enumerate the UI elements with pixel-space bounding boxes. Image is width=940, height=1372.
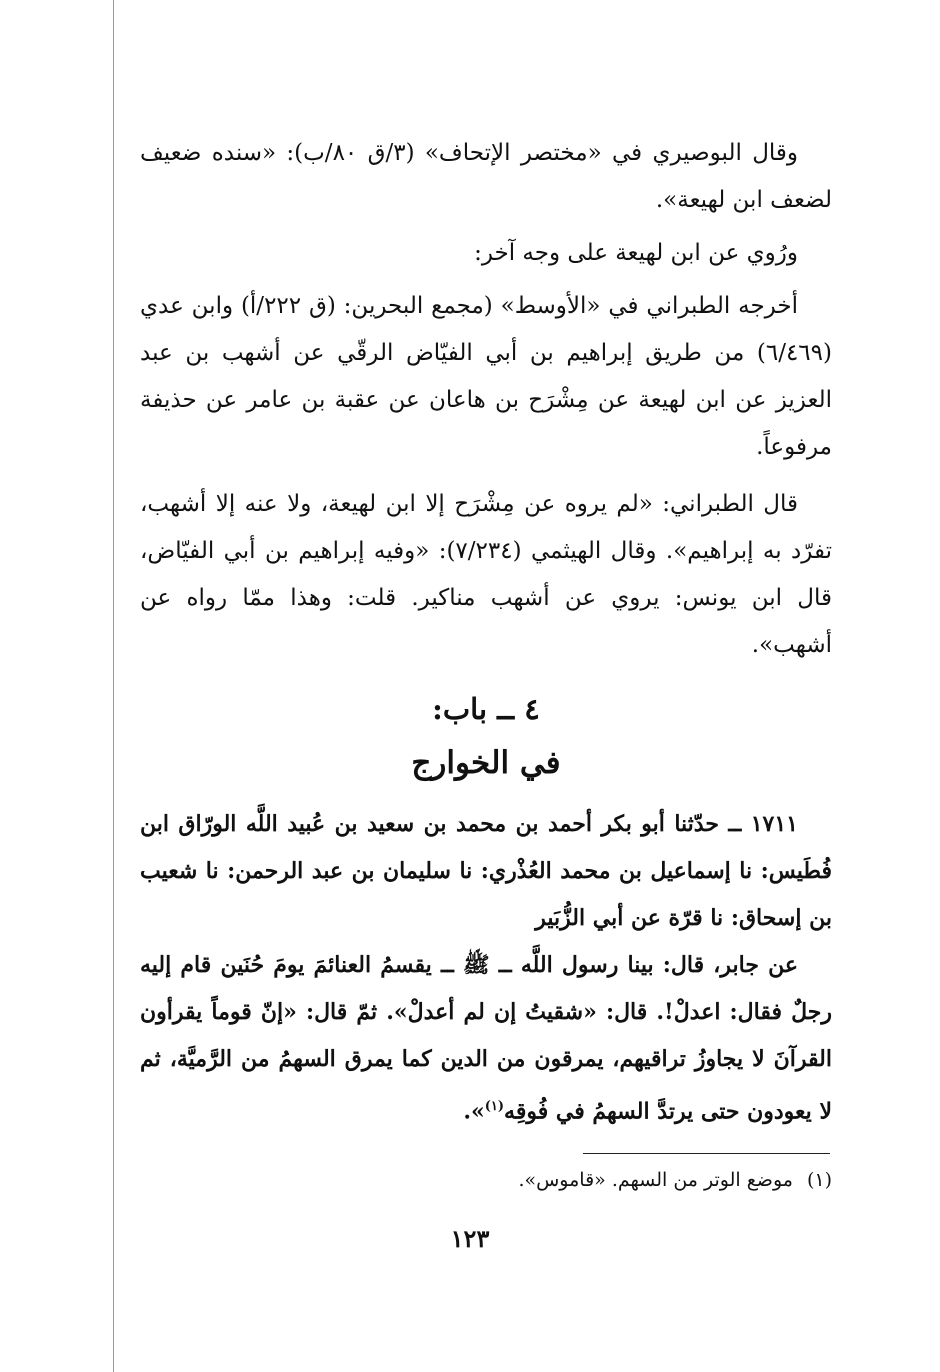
page-number: ١٢٣ (450, 1224, 490, 1253)
page-binding-line (113, 0, 114, 1372)
footnote-divider (583, 1153, 830, 1154)
chapter-heading: ٤ ــ باب: (432, 692, 540, 726)
paragraph-busiri: وقال البوصيري في «مختصر الإتحاف» (٣/ق ٨٠/ب): «سنده ضعيف لضعف ابن لهيعة». (140, 140, 832, 213)
footnote (140, 1165, 832, 1195)
footnote-reference[interactable]: (١) (484, 1099, 505, 1114)
hadith-matn-end: ». (463, 1098, 485, 1125)
paragraph-takhrij: أخرجه الطبراني في «الأوسط» (مجمع البحرين: (ق ٢٢٢/أ) وابن عدي (٦/٤٦٩) من طريق إبراهيم بن أبي الفيّاض الرقّي عن أشهب بن عبد العزيز عن ابن لهيعة عن مِشْرَح بن هاعان عن عقبة بن عامر عن حذيفة مرفوعاً. (140, 293, 832, 460)
hadith-matn (140, 942, 832, 1135)
hadith-isnad: ١٧١١ ــ حدّثنا أبو بكر أحمد بن محمد بن سعيد بن عُبيد اللَّه الورّاق ابن فُطَيس: نا إسماعيل بن محمد العُذْري: نا سليمان بن عبد الرحمن: نا شعيب بن إسحاق: نا قرّة عن أبي الزُّبَير (140, 811, 832, 931)
footnote-number: (١) (806, 1169, 832, 1191)
paragraph-tabarani-haythami: قال الطبراني: «لم يروه عن مِشْرَح إلا ابن لهيعة، ولا عنه إلا أشهب، تفرّد به إبراهيم». وقال الهيثمي (٧/٢٣٤): «وفيه إبراهيم بن أبي الفيّاض، قال ابن يونس: يروي عن أشهب مناكير. قلت: وهذا ممّا رواه عن أشهب». (140, 491, 832, 658)
footnote-text: موضع الوتر من السهم. «قاموس». (518, 1169, 793, 1191)
hadith-matn-text: عن جابر، قال: بينا رسول اللَّه ــ ﷺ ــ يقسمُ العنائمَ يومَ حُنَين قام إليه رجلٌ فقال: اعدلْ!. قال: «شقيتُ إن لم أعدلْ». ثمّ قال: «إنّ قوماً يقرأون القرآنَ لا يجاوزُ تراقيهم، يمرقون من الدين كما يمرق السهمُ من الرَّميَّة، ثم لا يعودون حتى يرتدَّ السهمُ في فُوقِه (140, 952, 832, 1125)
paragraph-other-route: ورُوي عن ابن لهيعة على وجه آخر: (474, 240, 798, 266)
chapter-title: في الخوارج (411, 745, 561, 781)
page-body (140, 130, 832, 1135)
